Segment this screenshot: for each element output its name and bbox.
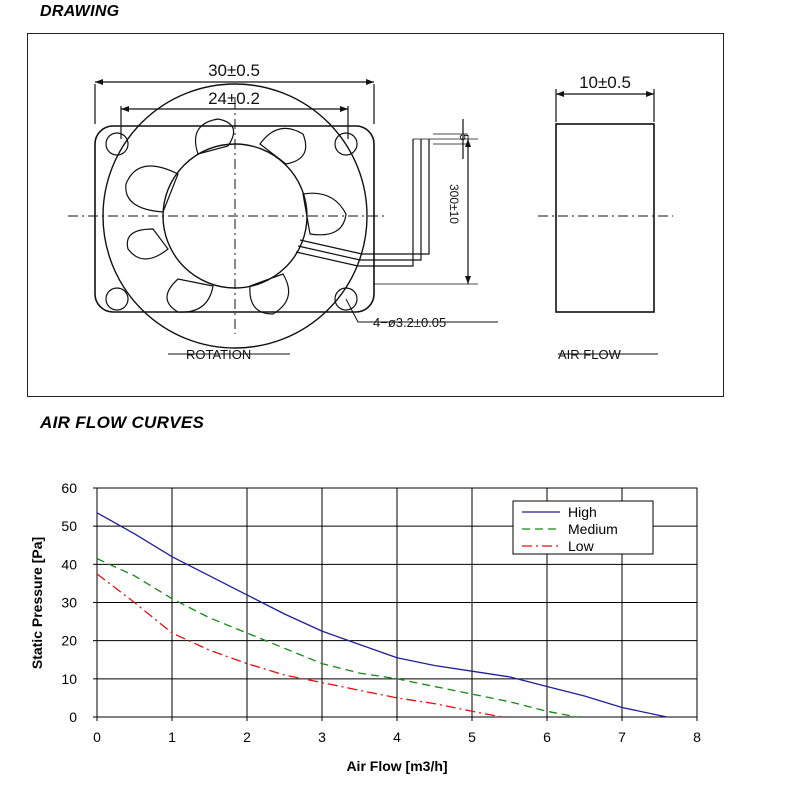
y-tick-label: 0 [69,709,77,725]
dim-holes-text: 4−ø3.2±0.05 [373,315,447,330]
y-tick-label: 50 [61,518,77,535]
series-line-medium [97,559,577,717]
y-tick-label: 10 [61,670,77,687]
x-tick-label: 5 [468,729,476,745]
x-tick-label: 4 [393,729,401,745]
x-tick-labels [93,729,701,745]
x-tick-label: 6 [543,729,551,745]
airflow-label: AIR FLOW [558,347,621,362]
y-axis-title: Static Pressure [Pa] [29,536,45,670]
x-tick-label: 0 [93,729,101,745]
dim-inner-text: 24±0.2 [208,89,260,108]
dim-lead-gap-text: 5 [457,134,471,141]
legend-label-medium: Medium [568,521,618,537]
curves-title: AIR FLOW CURVES [40,413,205,432]
y-tick-label: 60 [61,480,77,496]
x-tick-label: 2 [243,729,251,745]
rotation-label: ROTATION [186,347,252,362]
series-line-low [97,574,502,717]
legend [513,501,653,554]
y-tick-label: 40 [61,556,77,573]
y-tick-label: 20 [61,632,77,649]
legend-label-low: Low [568,538,594,554]
legend-label-high: High [568,504,597,520]
x-tick-label: 3 [318,729,326,745]
y-tick-label: 30 [61,594,77,611]
x-tick-label: 7 [618,729,626,745]
x-tick-label: 8 [693,729,701,745]
drawing-title: DRAWING [40,3,120,20]
dim-depth-text: 10±0.5 [579,73,631,92]
x-axis-title: Air Flow [m3/h] [346,758,448,774]
dim-lead-length-text: 300±10 [447,184,461,224]
x-tick-label: 1 [168,729,176,745]
y-tick-labels [61,480,77,725]
dim-outer-text: 30±0.5 [208,61,260,80]
